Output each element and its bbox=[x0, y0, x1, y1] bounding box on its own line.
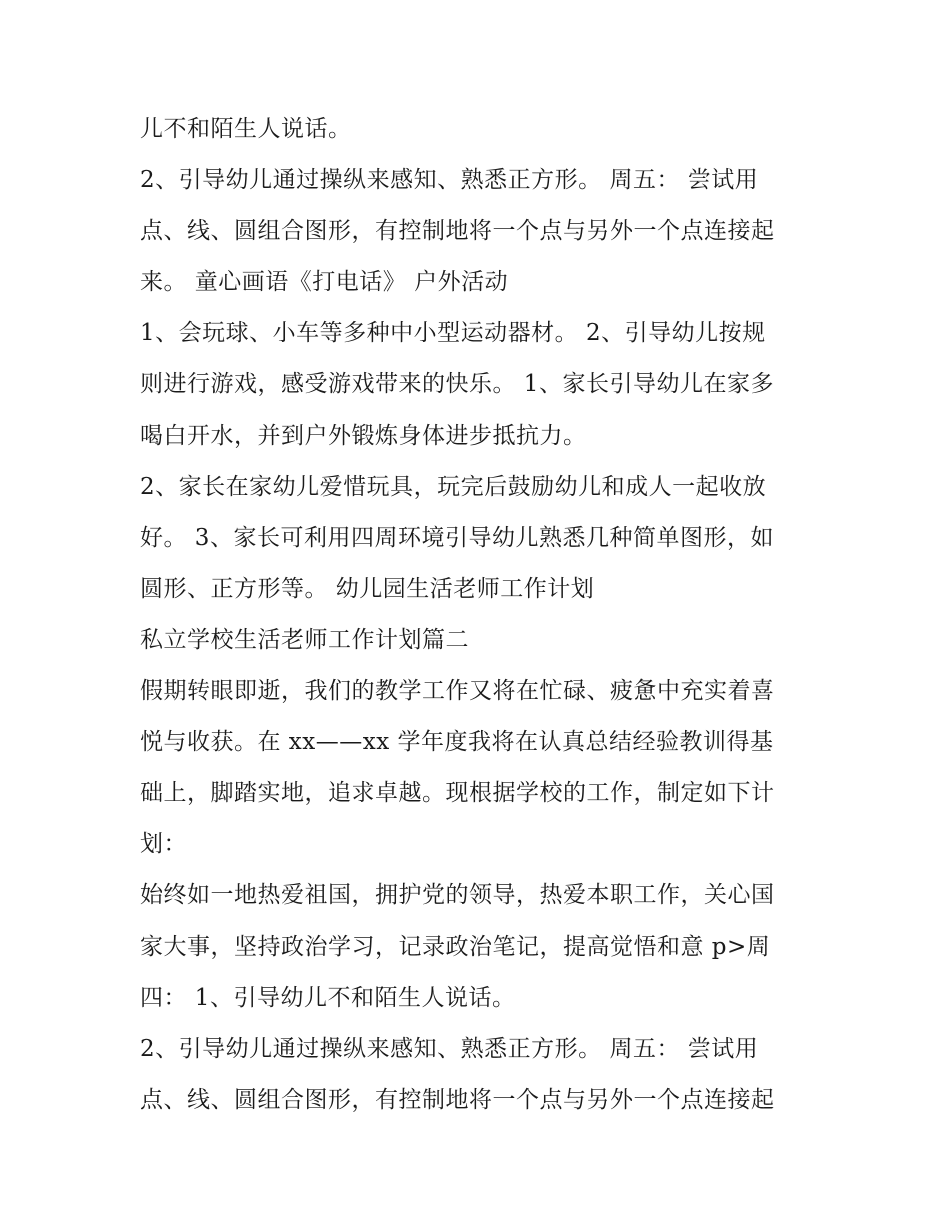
text-line: 1、会玩球、小车等多种中小型运动器材。 2、引导幼儿按规 bbox=[140, 320, 766, 347]
text-line: 始终如一地热爱祖国，拥护党的领导，热爱本职工作，关心国 bbox=[140, 882, 775, 909]
document-body bbox=[140, 104, 820, 1126]
text-line: 2、引导幼儿通过操纵来感知、熟悉正方形。 周五： 尝试用 bbox=[140, 167, 759, 194]
text-line: 家大事，坚持政治学习，记录政治笔记，提高觉悟和意 p>周 bbox=[140, 933, 771, 960]
text-line: 来。 童心画语《打电话》 户外活动 bbox=[140, 269, 509, 296]
section-heading: 私立学校生活老师工作计划篇二 bbox=[140, 626, 469, 653]
text-line: 础上，脚踏实地，追求卓越。现根据学校的工作，制定如下计 bbox=[140, 780, 775, 807]
text-line: 点、线、圆组合图形，有控制地将一个点与另外一个点连接起 bbox=[140, 218, 775, 245]
text-line: 悦与收获。在 xx——xx 学年度我将在认真总结经验教训得基 bbox=[140, 729, 774, 756]
text-line: 划： bbox=[140, 831, 187, 858]
text-line: 2、家长在家幼儿爱惜玩具，玩完后鼓励幼儿和成人一起收放 bbox=[140, 473, 767, 500]
text-line: 圆形、正方形等。 幼儿园生活老师工作计划 bbox=[140, 575, 595, 602]
text-line: 假期转眼即逝，我们的教学工作又将在忙碌、疲惫中充实着喜 bbox=[140, 678, 775, 705]
text-line: 好。 3、家长可利用四周环境引导幼儿熟悉几种简单图形，如 bbox=[140, 524, 774, 551]
text-line: 四： 1、引导幼儿不和陌生人说话。 bbox=[140, 984, 516, 1011]
text-line: 则进行游戏，感受游戏带来的快乐。 1、家长引导幼儿在家多 bbox=[140, 371, 774, 398]
text-line: 儿不和陌生人说话。 bbox=[140, 116, 352, 142]
text-line: 2、引导幼儿通过操纵来感知、熟悉正方形。 周五： 尝试用 bbox=[140, 1035, 759, 1062]
text-line: 点、线、圆组合图形，有控制地将一个点与另外一个点连接起 bbox=[140, 1086, 775, 1113]
text-line: 喝白开水，并到户外锻炼身体进步抵抗力。 bbox=[140, 422, 587, 449]
